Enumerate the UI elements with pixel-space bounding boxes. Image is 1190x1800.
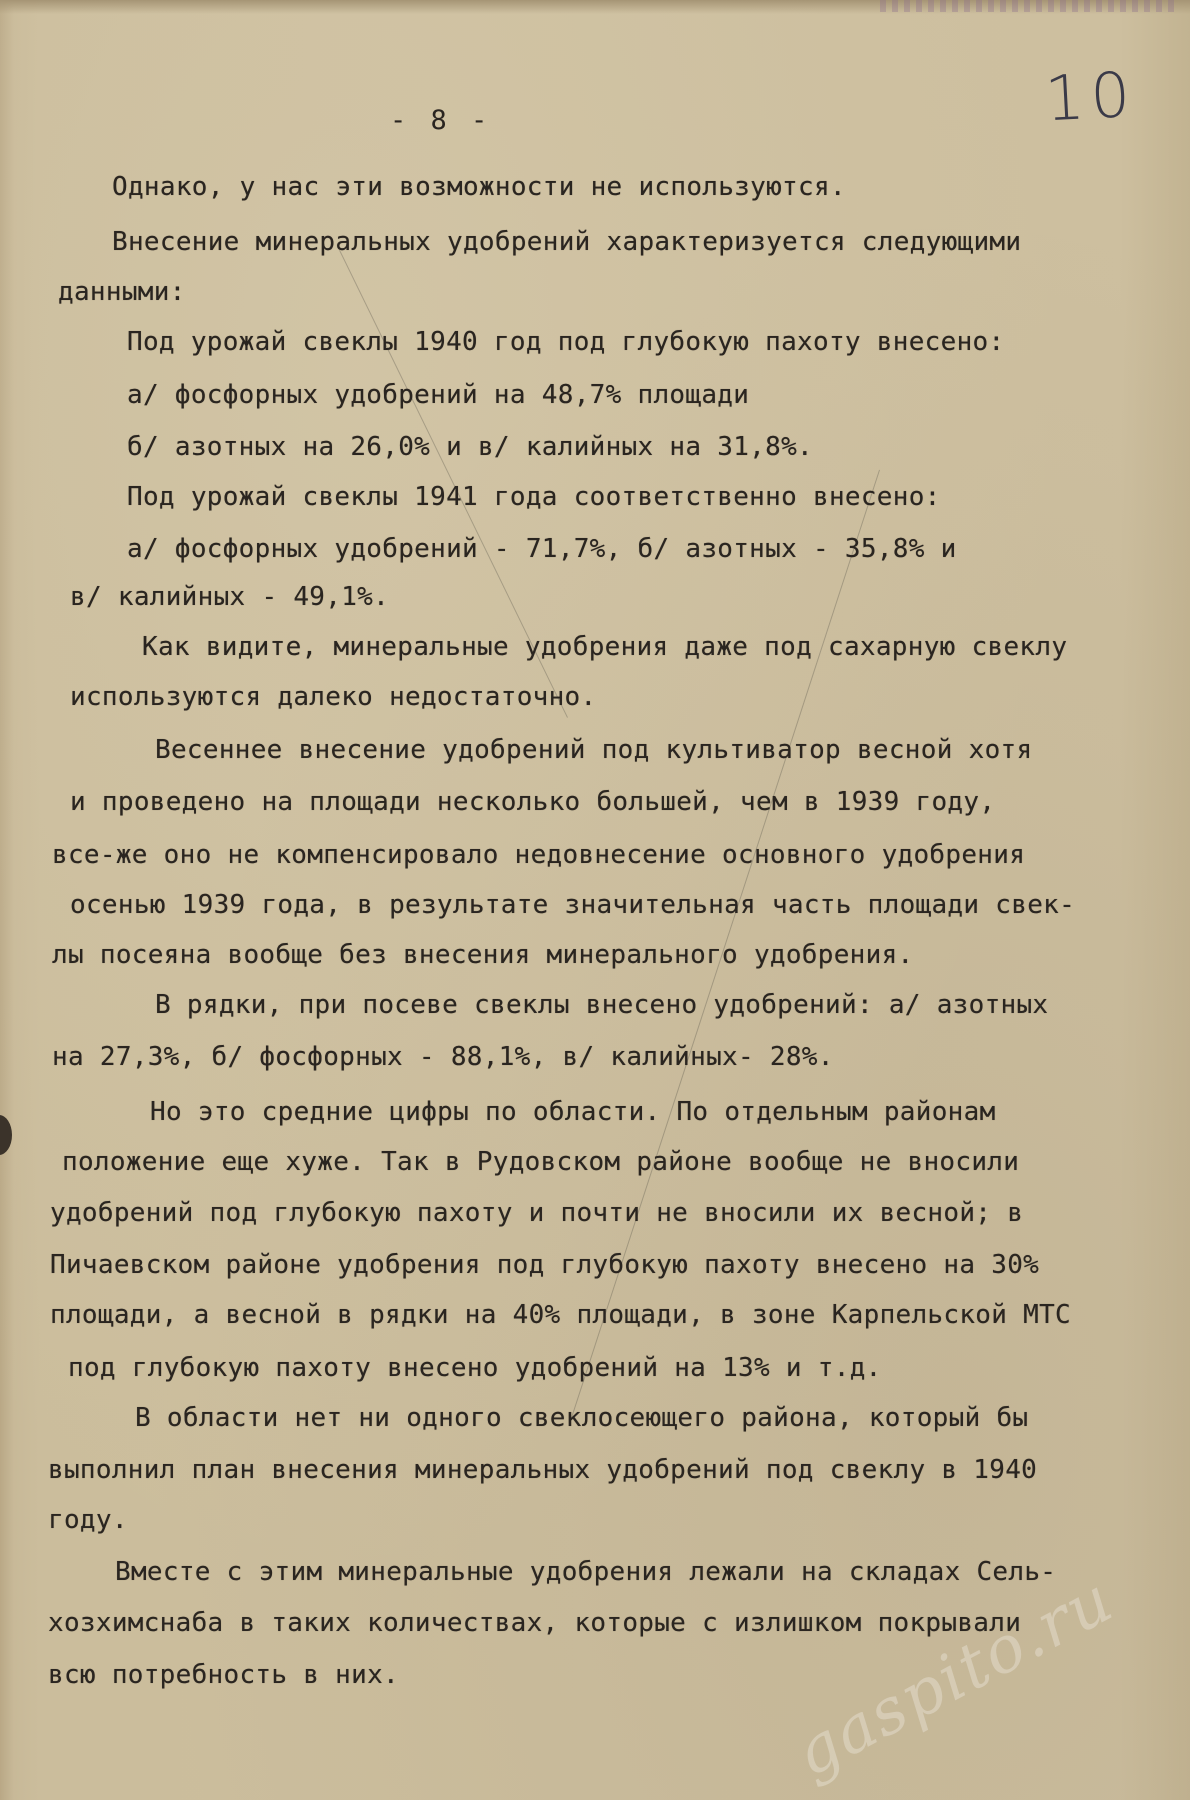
text-line: Однако, у нас эти возможности не используются. <box>112 172 846 202</box>
text-line: всю потребность в них. <box>48 1660 399 1690</box>
text-line: а/ фосфорных удобрений на 48,7% площади <box>127 380 750 410</box>
text-line: площади, а весной в рядки на 40% площади, в зоне Карпельской МТС <box>50 1300 1072 1330</box>
text-line: Внесение минеральных удобрений характеризуется следующими <box>112 227 1022 257</box>
text-line: все-же оно не компенсировало недовнесение основного удобрения <box>52 840 1026 870</box>
text-line: данными: <box>58 277 186 307</box>
text-line: В области нет ни одного свеклосеющего района, который бы <box>135 1403 1029 1433</box>
text-line: Под урожай свеклы 1941 года соответственно внесено: <box>127 482 941 512</box>
text-line: б/ азотных на 26,0% и в/ калийных на 31,8%. <box>127 432 813 462</box>
text-line: году. <box>48 1505 128 1535</box>
archive-stamp-strip <box>880 0 1180 12</box>
text-line: удобрений под глубокую пахоту и почти не вносили их весной; в <box>50 1198 1024 1228</box>
text-line: выполнил план внесения минеральных удобрений под свеклу в 1940 <box>48 1455 1038 1485</box>
text-line: лы посеяна вообще без внесения минерального удобрения. <box>52 940 914 970</box>
text-line: осенью 1939 года, в результате значительная часть площади свек- <box>70 890 1076 920</box>
text-line: Под урожай свеклы 1940 год под глубокую пахоту внесено: <box>127 327 1005 357</box>
text-line: в/ калийных - 49,1%. <box>70 582 390 612</box>
text-line: используются далеко недостаточно. <box>70 682 597 712</box>
text-line: хозхимснаба в таких количествах, которые с излишком покрывали <box>48 1608 1022 1638</box>
text-line: Вместе с этим минеральные удобрения лежали на складах Сель- <box>115 1557 1057 1587</box>
text-line: положение еще хуже. Так в Рудовском районе вообще не вносили <box>62 1147 1020 1177</box>
text-line: Как видите, минеральные удобрения даже под сахарную свеклу <box>142 632 1068 662</box>
archive-sheet-number: 10 <box>1043 57 1138 136</box>
text-line: Весеннее внесение удобрений под культиватор весной хотя <box>155 735 1033 765</box>
text-line: Пичаевском районе удобрения под глубокую пахоту внесено на 30% <box>50 1250 1040 1280</box>
text-line: на 27,3%, б/ фосфорных - 88,1%, в/ калийных- 28%. <box>52 1042 834 1072</box>
text-line: В рядки, при посеве свеклы внесено удобрений: а/ азотных <box>155 990 1049 1020</box>
text-line: под глубокую пахоту внесено удобрений на 13% и т.д. <box>68 1353 882 1383</box>
page-number: - 8 - <box>390 105 492 136</box>
text-line: а/ фосфорных удобрений - 71,7%, б/ азотных - 35,8% и <box>127 534 957 564</box>
text-line: и проведено на площади несколько большей, чем в 1939 году, <box>70 787 996 817</box>
text-line: Но это средние цифры по области. По отдельным районам <box>150 1097 996 1127</box>
binding-hole <box>0 1115 12 1155</box>
watermark: gaspito.ru <box>783 1562 1126 1792</box>
